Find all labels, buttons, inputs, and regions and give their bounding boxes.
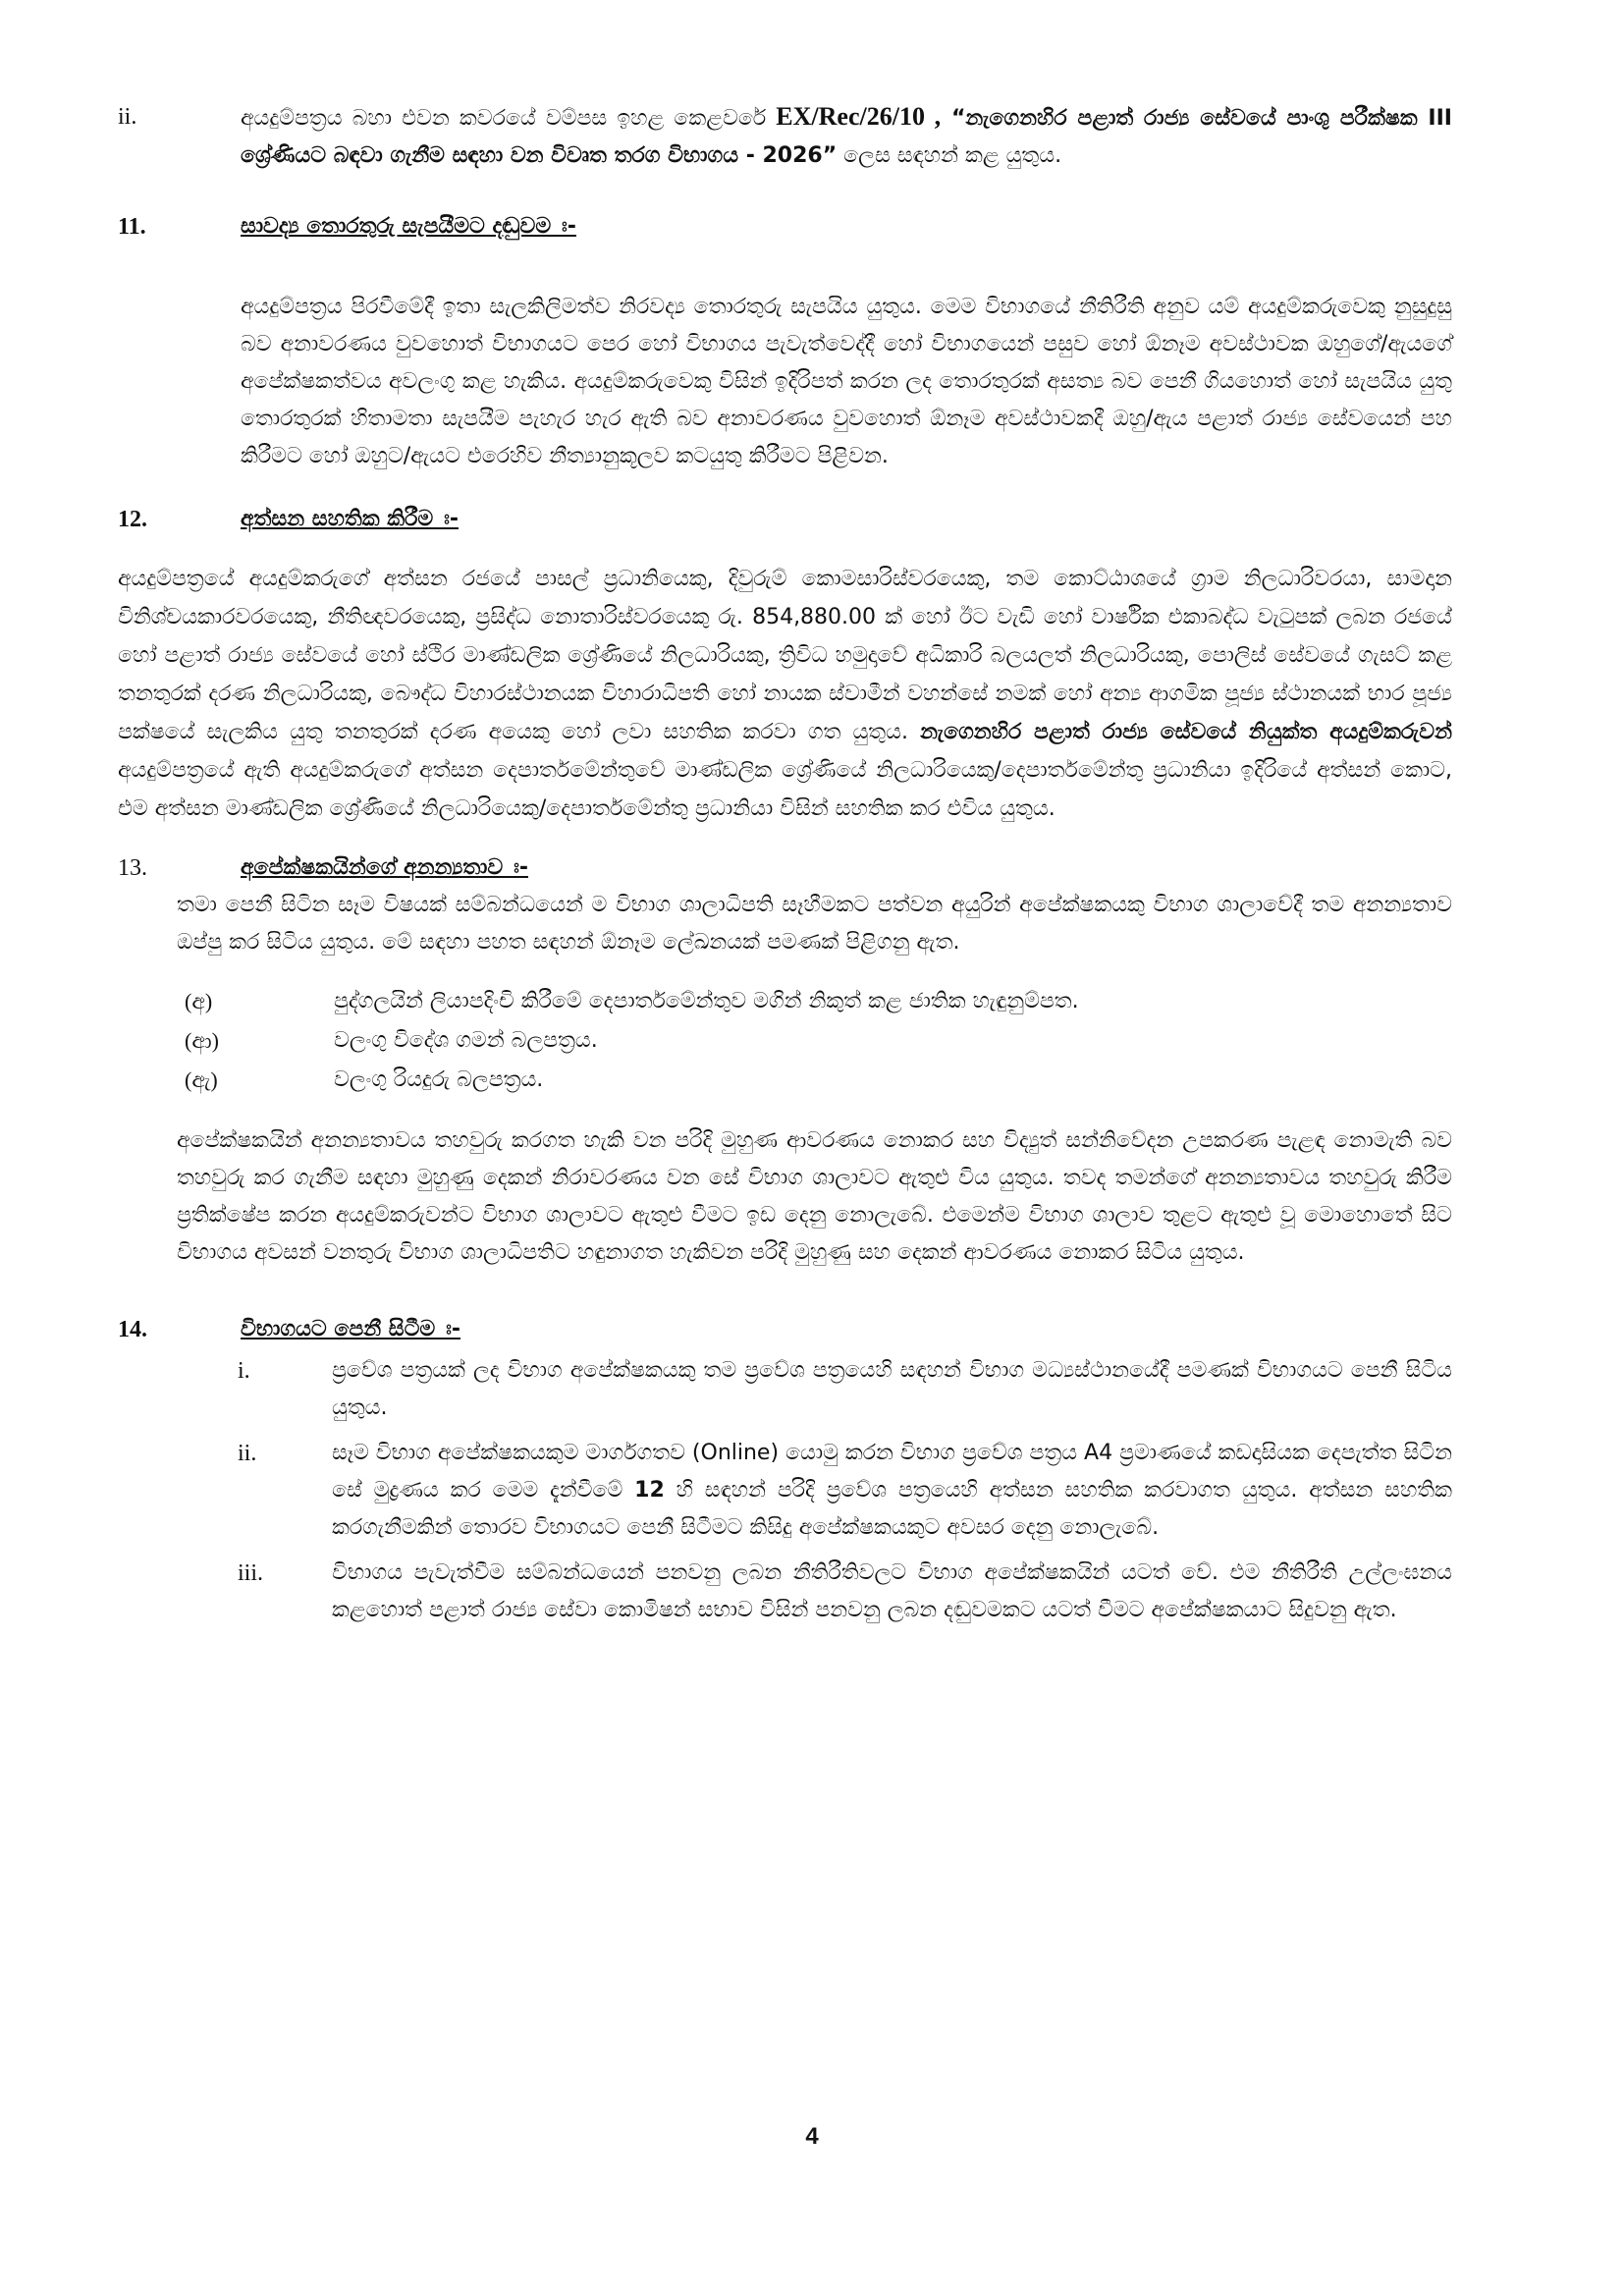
section-14-header — [118, 1311, 1452, 1348]
list-item — [233, 1435, 1452, 1547]
exam-title: “නැගෙනහිර පළාත් රාජ්‍ය සේවයේ පාංශු පරීක්ෂක III ශ්‍රේණියට බඳවා ගැනීම සඳහා වන විවෘත තරග විභාගය - 2026” — [241, 106, 1452, 168]
section-12-body-part2: අයදුම්පත්‍රයේ ඇති අයදුම්කරුගේ අත්සන දෙපාර්තමේන්තුවේ මාණ්ඩලික ශ්‍රේණියේ නිලධාරියෙකු/දෙපාර්තමේන්තු ප්‍රධානියා ඉදිරියේ අත්සන් කොට, එම අත්සන මාණ්ඩලික ශ්‍රේණියේ නිලධාරියෙකු/දෙපාර්තමේන්තු ප්‍රධානියා විසින් සහතික කර එවිය යුතුය. — [118, 758, 1452, 821]
section-11-body: අයදුම්පත්‍රය පිරවීමේදී ඉතා සැලකිලිමත්ව නිරවද්‍ය තොරතුරු සැපයිය යුතුය. මෙම විභාගයේ නීතිරීති අනුව යම් අයදුම්කරුවෙකු නුසුදුසු බව අනාවරණය වුවහොත් විභාගයට පෙර හෝ විභාගය පැවැත්වෙද්දී හෝ විභාගයෙන් පසුව හෝ ඕනෑම අවස්ථාවක ඔහුගේ/ඇයගේ අපේක්ෂකත්වය අවලංගු කළ හැකිය. අයදුම්කරුවෙකු විසින් ඉදිරිපත් කරන ලද තොරතුරක් අසත්‍ය බව පෙනී ගියහොත් හෝ සැපයිය යුතු තොරතුරක් හිතාමතා සැපයීම පැහැර හැර ඇති බව අනාවරණය වුවහොත් ඕනෑම අවස්ථාවකදී ඔහු/ඇය පළාත් රාජ්‍ය සේවයෙන් පහ කිරීමට හෝ ඔහුට/ඇයට එරෙහිව නීත්‍යානුකූලව කටයුතු කිරීමට පිළිවන. — [241, 295, 1452, 468]
list-item — [185, 1062, 1452, 1099]
section-11-header — [118, 208, 1452, 246]
list-item-text: ප්‍රවේශ පත්‍රයක් ලද විභාග අපේක්ෂකයකු තම ප්‍රවේශ පත්‍රයෙහි සඳහන් විභාග මධ්‍යස්ථානයේදී පමණක් විභාගයට පෙනී සිටිය යුතුය. — [332, 1358, 1452, 1420]
list-item-label: (ආ) — [185, 1028, 219, 1053]
section-12-heading: අත්සන සහතික කිරීම ඃ- — [241, 507, 459, 531]
list-item-label: ii. — [238, 1441, 257, 1466]
item-ii-number: ii. — [118, 104, 137, 130]
list-item — [233, 1352, 1452, 1427]
list-item-text: වලංගු රියදුරු බලපත්‍රය. — [334, 1067, 544, 1092]
item-ii-text-before: අයදුම්පත්‍රය බහා එවන කවරයේ වම්පස ඉහළ කෙළවරේ — [241, 106, 777, 131]
item-ii-text — [241, 98, 1452, 175]
list-item-text: පුද්ගලයින් ලියාපදිංචි කිරීමේ දෙපාර්තමේන්තුව මගින් නිකුත් කළ ජාතික හැඳුනුම්පත. — [334, 989, 1079, 1013]
list-item-text-before: සෑම විභාග අපේක්ෂකයකුම මාර්ගගතව (Online) යොමු කරන විභාග ප්‍රවේශ පත්‍රය A4 ප්‍රමාණයේ කඩදාසියක දෙපැත්ත සිටින සේ මුද්‍රණය කර මෙම දැන්වීමේ — [332, 1441, 1452, 1503]
list-item-text: විභාගය පැවැත්වීම සම්බන්ධයෙන් පනවනු ලබන නීතිරීතිවලට විභාග අපේක්ෂකයින් යටත් වේ. එම නීතිරීති උල්ලංඝනය කළහොත් පළාත් රාජ්‍ය සේවා කොමිෂන් සභාව විසින් පනවනු ලබන දඬුවමකට යටත් වීමට අපේක්ෂකයාට සිදුවනු ඇත. — [332, 1560, 1452, 1622]
identity-document-list — [185, 983, 1452, 1099]
section-12-bold-phrase: නැගෙනහිර පළාත් රාජ්‍ය සේවයේ නියුක්ත අයදුම්කරුවන් — [920, 720, 1452, 744]
list-item — [233, 1555, 1452, 1629]
list-item-label: i. — [238, 1358, 250, 1384]
list-item — [185, 1022, 1452, 1060]
item-ii-text-after: ලෙස සඳහන් කළ යුතුය. — [837, 143, 1062, 168]
section-13-number: 13. — [118, 855, 147, 881]
list-item-text: වලංගු විදේශ ගමන් බලපත්‍රය. — [334, 1028, 598, 1053]
item-ii — [118, 98, 1452, 175]
section-13-header — [118, 849, 1452, 887]
section-13-closing: අපේක්ෂකයින් අනන්‍යතාවය තහවුරු කරගත හැකි වන පරිදි මුහුණ ආවරණය නොකර සහ විද්‍යුත් සන්නිවේදන උපකරණ පැළඳ නොමැති බව තහවුරු කර ගැනීම සඳහා මුහුණු දෙකන් නිරාවරණය වන සේ විභාග ශාලාවට ඇතුළු විය යුතුය. තවද තමන්ගේ අනන්‍යතාවය තහවුරු කිරීම ප්‍රතික්ෂේප කරන අයදුම්කරුවන්ට විභාග ශාලාවට ඇතුළු වීමට ඉඩ දෙනු නොලැබේ. එමෙන්ම විභාග ශාලාව තුළට ඇතුළු වූ මොහොතේ සිට විභාගය අවසන් වනතුරු විභාග ශාලාධිපතිට හඳුනාගත හැකිවන පරිදි මුහුණු සහ දෙකන් ආවරණය නොකර සිටිය යුතුය. — [177, 1128, 1452, 1265]
list-item-label: (අ) — [185, 989, 213, 1013]
section-12-body-part1: අයදුම්පත්‍රයේ අයදුම්කරුගේ අත්සන රජයේ පාසල් ප්‍රධානියෙකු, දිවුරුම් කොමසාරිස්වරයෙකු, තම කොට්ඨාශයේ ග්‍රාම නිලධාරිවරයා, සාමදාන විනිශ්චයකාරවරයෙකු, නීතිඥවරයෙකු, ප්‍රසිද්ධ නොතාරිස්වරයෙකු රු. 854,880.00 ක් හෝ ඊට වැඩි හෝ වාර්ෂික එකාබද්ධ වැටුපක් ලබන රජයේ හෝ පළාත් රාජ්‍ය සේවයේ හෝ ස්ථිර මාණ්ඩලික ශ්‍රේණියේ නිලධාරියකු, ත්‍රිවිධ හමුදාවේ අධිකාරි බලයලත් නිලධාරියකු, පොලිස් සේවයේ ගැසට් කළ තනතුරක් දරණ නිලධාරියකු, බෞද්ධ විහාරස්ථානයක විහාරාධිපති හෝ නායක ස්වාමීන් වහන්සේ නමක් හෝ අන්‍ය ආගමික පූජ්‍ය ස්ථානයක් භාර පූජ්‍ය පක්ෂයේ සැලකිය යුතු තනතුරක් දරණ අයෙකු හෝ ලවා සහතික කරවා ගත යුතුය. — [118, 567, 1452, 744]
list-item-text-after: හි සඳහන් පරිදි ප්‍රවේශ පත්‍රයෙහි අත්සන සහතික කරවාගත යුතුය. අත්සන සහතික කරගැනීමකින් තොරව විභාගයට පෙනී සිටීමට කිසිදු අපේක්ෂකයකුට අවසර දෙනු නොලැබේ. — [332, 1478, 1452, 1540]
section-14-heading: විභාගයට පෙනී සිටීම ඃ- — [241, 1317, 460, 1341]
section-13-intro: තමා පෙනී සිටින සෑම විෂයක් සම්බන්ධයෙන් ම විභාග ශාලාධිපති සෑහීමකට පත්වන අයුරින් අපේක්ෂකයකු විභාග ශාලාවේදී තම අනන්‍යතාව ඔප්පු කර සිටිය යුතුය. මේ සඳහා පහත සඳහන් ඕනෑම ලේඛනයක් පමණක් පිළිගනු ඇත. — [177, 893, 1452, 955]
list-item-label: (ඇ) — [185, 1067, 218, 1092]
section-12-body — [118, 560, 1452, 828]
section-12-number: 12. — [118, 507, 147, 532]
list-item — [185, 983, 1452, 1020]
section-13-heading: අපේක්ෂකයින්ගේ අනන්‍යතාව ඃ- — [241, 855, 528, 880]
list-item-text — [332, 1435, 1452, 1547]
section-14-number: 14. — [118, 1317, 147, 1342]
exam-code: EX/Rec/26/10 , — [776, 102, 942, 131]
page-number: 4 — [805, 2123, 819, 2150]
section-12-header — [118, 501, 1452, 538]
section-reference: 12 — [634, 1478, 665, 1503]
section-11-heading: සාවද්‍ය තොරතුරු සැපයීමට දඬුවම ඃ- — [241, 214, 576, 239]
section-11-number: 11. — [118, 214, 146, 240]
attendance-rules-list — [233, 1352, 1452, 1629]
list-item-label: iii. — [238, 1560, 264, 1586]
